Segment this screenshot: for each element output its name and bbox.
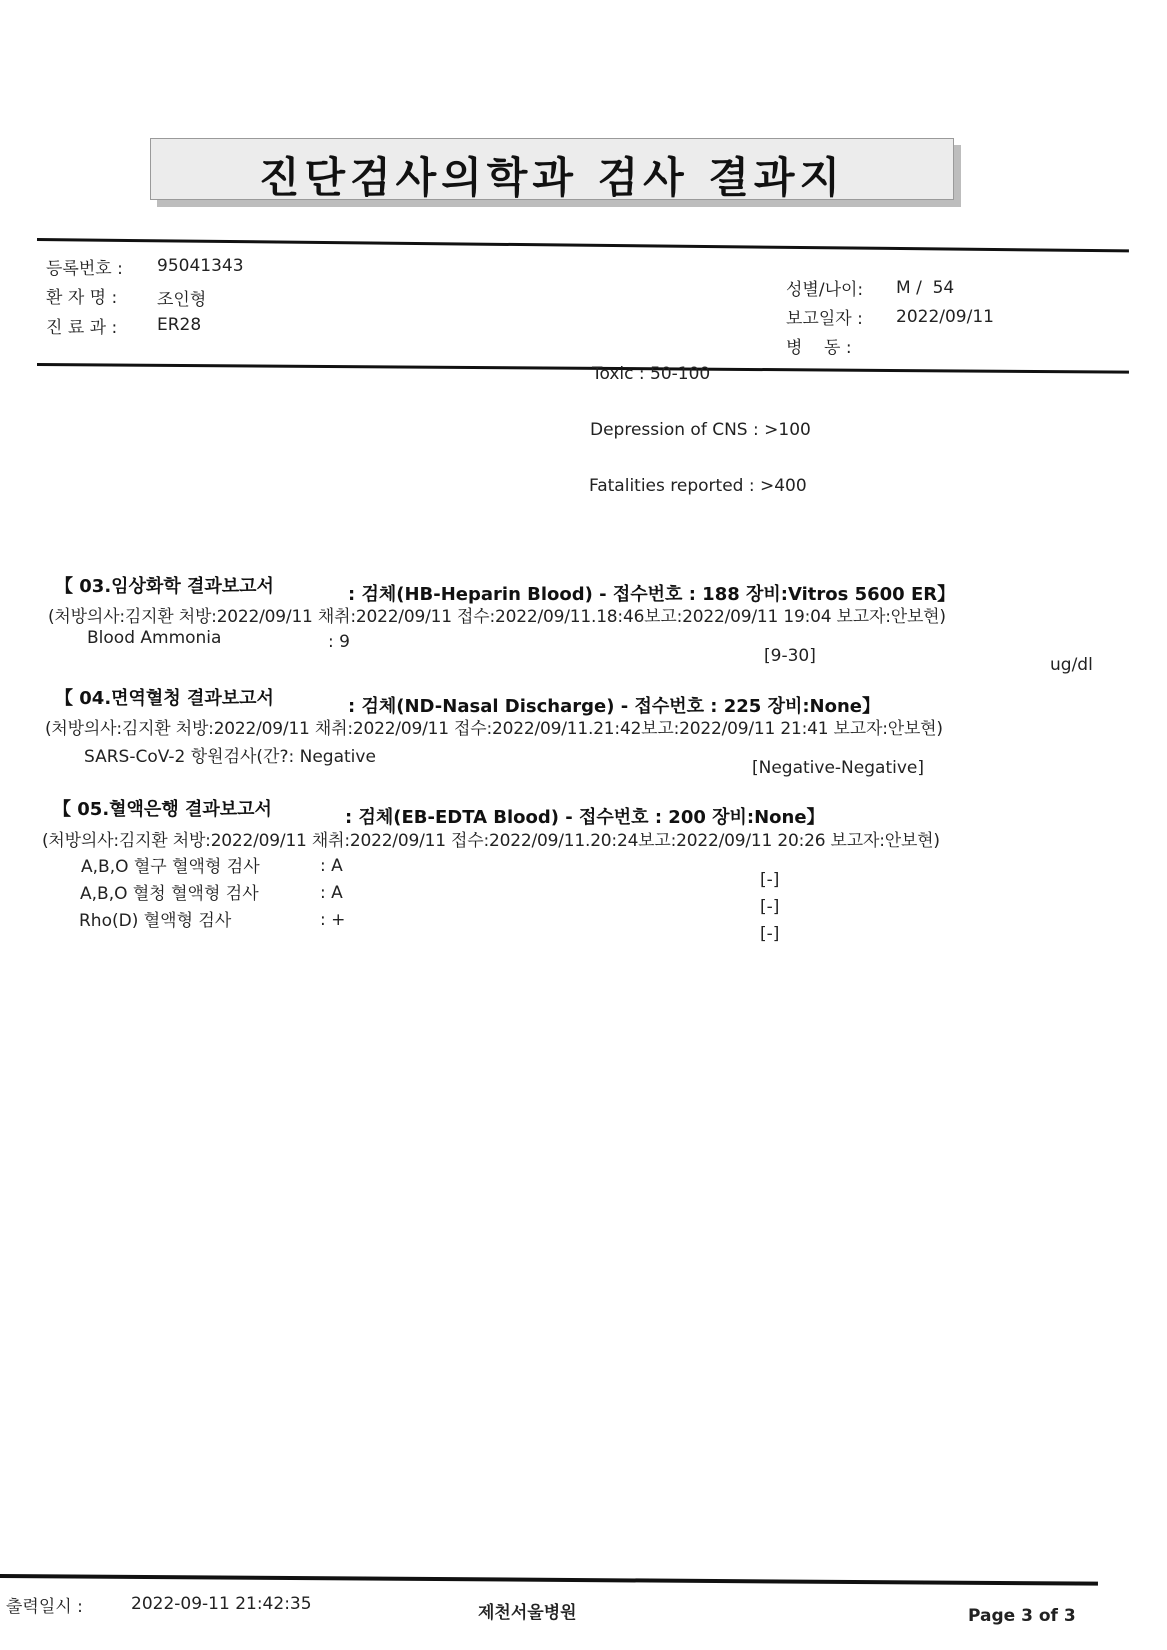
patient-name-value: 조인형 [157,290,207,310]
print-time-label: 출력일시 : [6,1597,83,1617]
result-name: SARS-CoV-2 항원검사(간?: Negative [84,747,376,767]
section-header: 【 03.임상화학 결과보고서 [55,576,274,597]
section-meta: (처방의사:김지환 처방:2022/09/11 채취:2022/09/11 접수:2022/09/11.20:24보고:2022/09/11 20:26 보고자:안보현) [42,831,940,851]
section-header: 【 05.혈액은행 결과보고서 [53,799,272,820]
hospital-name: 제천서울병원 [478,1603,577,1623]
result-name: Rho(D) 혈액형 검사 [79,911,232,931]
result-ref: [-] [760,870,780,890]
sex-age-value: M / 54 [896,278,955,298]
result-value: : 9 [328,632,350,652]
page-title: 진단검사의학과 검사 결과지 [258,153,846,202]
result-name: A,B,O 혈구 혈액형 검사 [81,857,260,877]
reg-number-value: 95041343 [157,256,244,276]
section-header: 【 04.면역혈청 결과보고서 [55,688,274,709]
department-value: ER28 [157,315,202,335]
reg-number-label: 등록번호 : [46,259,123,279]
sex-age-label: 성별/나이: [786,280,864,300]
header-top-rule [37,238,1129,252]
section-meta: (처방의사:김지환 처방:2022/09/11 채취:2022/09/11 접수:2022/09/11.18:46보고:2022/09/11 19:04 보고자:안보현) [48,607,946,627]
note-fatalities: Fatalities reported : >400 [589,476,807,496]
section-specimen: : 검체(HB-Heparin Blood) - 접수번호 : 188 장비:Vitros 5600 ER】 [348,584,956,605]
report-date-label: 보고일자 : [786,309,863,329]
department-label: 진 료 과 : [46,318,118,338]
section-specimen: : 검체(ND-Nasal Discharge) - 접수번호 : 225 장비:None】 [348,696,880,717]
ward-label: 병 동 : [786,338,852,358]
report-date-value: 2022/09/11 [896,307,994,327]
patient-name-label: 환 자 명 : [46,288,118,308]
note-toxic: Toxic : 50-100 [592,364,711,384]
result-unit: ug/dl [1050,655,1093,675]
result-ref: [-] [760,924,780,944]
result-name: Blood Ammonia [87,628,222,648]
header-bottom-rule [37,363,1129,374]
result-value: : A [320,883,343,903]
result-value: : + [320,910,346,930]
page-number: Page 3 of 3 [968,1606,1076,1626]
title-box [150,138,954,200]
print-time-value: 2022-09-11 21:42:35 [131,1594,312,1614]
result-name: A,B,O 혈청 혈액형 검사 [80,884,259,904]
result-ref: [9-30] [764,646,816,666]
note-depression: Depression of CNS : >100 [590,420,811,440]
section-specimen: : 검체(EB-EDTA Blood) - 접수번호 : 200 장비:None】 [345,807,825,828]
result-ref: [Negative-Negative] [752,758,924,778]
result-value: : A [320,856,343,876]
result-ref: [-] [760,897,780,917]
footer-rule [0,1574,1098,1586]
section-meta: (처방의사:김지환 처방:2022/09/11 채취:2022/09/11 접수:2022/09/11.21:42보고:2022/09/11 21:41 보고자:안보현) [45,719,943,739]
